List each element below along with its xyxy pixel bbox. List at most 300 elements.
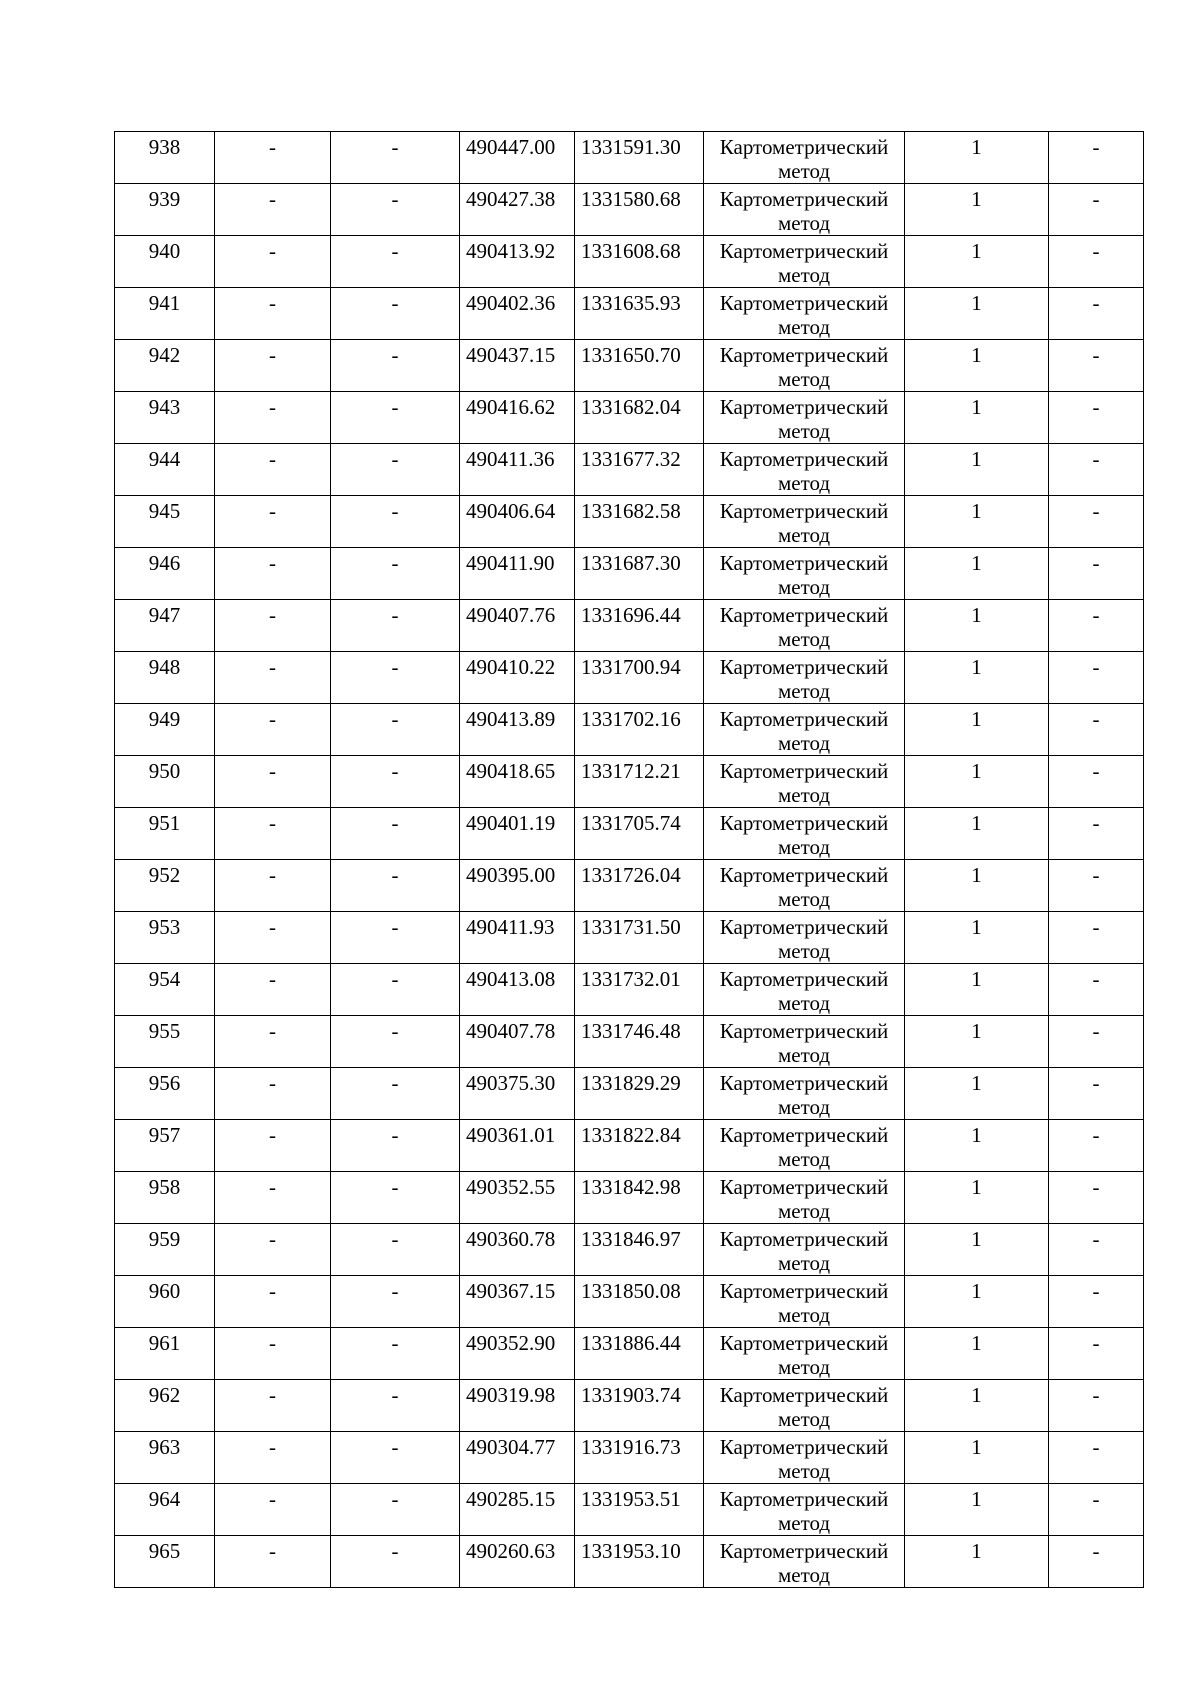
accuracy-cell: 1	[905, 1224, 1049, 1276]
method-line-1: Картометрический	[719, 1279, 889, 1303]
accuracy-cell: 1	[905, 964, 1049, 1016]
dash-cell: -	[215, 860, 331, 912]
dash-cell: -	[331, 1536, 460, 1588]
table-row	[115, 392, 1144, 444]
accuracy-cell: 1	[905, 184, 1049, 236]
dash-cell: -	[1049, 600, 1144, 652]
dash-cell: -	[331, 912, 460, 964]
dash-cell: -	[215, 964, 331, 1016]
dash-cell: -	[1049, 1484, 1144, 1536]
y-coordinate-cell: 1331746.48	[575, 1016, 704, 1068]
x-coordinate-cell: 490375.30	[460, 1068, 575, 1120]
x-coordinate-cell: 490413.92	[460, 236, 575, 288]
dash-cell: -	[331, 236, 460, 288]
table-row	[115, 964, 1144, 1016]
dash-cell: -	[1049, 1276, 1144, 1328]
x-coordinate-cell: 490447.00	[460, 132, 575, 184]
point-number-cell: 962	[115, 1380, 215, 1432]
dash-cell: -	[1049, 444, 1144, 496]
method-line-2: метод	[777, 835, 831, 859]
method-line-1: Картометрический	[719, 967, 889, 991]
method-line-2: метод	[777, 991, 831, 1015]
x-coordinate-cell: 490411.93	[460, 912, 575, 964]
x-coordinate-cell: 490367.15	[460, 1276, 575, 1328]
y-coordinate-cell: 1331700.94	[575, 652, 704, 704]
x-coordinate-cell: 490437.15	[460, 340, 575, 392]
point-number-cell: 951	[115, 808, 215, 860]
dash-cell: -	[215, 1536, 331, 1588]
method-cell	[704, 964, 905, 1016]
dash-cell: -	[331, 652, 460, 704]
accuracy-cell: 1	[905, 600, 1049, 652]
method-cell	[704, 704, 905, 756]
dash-cell: -	[215, 1016, 331, 1068]
method-cell	[704, 1120, 905, 1172]
method-cell	[704, 1484, 905, 1536]
table-row	[115, 1484, 1144, 1536]
method-line-1: Картометрический	[719, 1539, 889, 1563]
table-row	[115, 444, 1144, 496]
table-row	[115, 808, 1144, 860]
method-line-2: метод	[777, 159, 831, 183]
dash-cell: -	[1049, 652, 1144, 704]
dash-cell: -	[331, 860, 460, 912]
x-coordinate-cell: 490360.78	[460, 1224, 575, 1276]
method-line-1: Картометрический	[719, 499, 889, 523]
point-number-cell: 963	[115, 1432, 215, 1484]
y-coordinate-cell: 1331731.50	[575, 912, 704, 964]
method-cell	[704, 808, 905, 860]
x-coordinate-cell: 490407.78	[460, 1016, 575, 1068]
dash-cell: -	[215, 548, 331, 600]
dash-cell: -	[331, 756, 460, 808]
method-line-1: Картометрический	[719, 447, 889, 471]
dash-cell: -	[331, 184, 460, 236]
table-row	[115, 704, 1144, 756]
method-cell	[704, 1172, 905, 1224]
accuracy-cell: 1	[905, 496, 1049, 548]
dash-cell: -	[215, 392, 331, 444]
method-cell	[704, 392, 905, 444]
method-line-2: метод	[777, 1511, 831, 1535]
y-coordinate-cell: 1331842.98	[575, 1172, 704, 1224]
dash-cell: -	[1049, 1536, 1144, 1588]
accuracy-cell: 1	[905, 288, 1049, 340]
accuracy-cell: 1	[905, 1432, 1049, 1484]
accuracy-cell: 1	[905, 132, 1049, 184]
dash-cell: -	[331, 340, 460, 392]
method-cell	[704, 652, 905, 704]
dash-cell: -	[331, 1224, 460, 1276]
point-number-cell: 952	[115, 860, 215, 912]
y-coordinate-cell: 1331682.04	[575, 392, 704, 444]
dash-cell: -	[1049, 1328, 1144, 1380]
method-line-2: метод	[777, 1095, 831, 1119]
table-row	[115, 1120, 1144, 1172]
table-row	[115, 548, 1144, 600]
method-cell	[704, 548, 905, 600]
dash-cell: -	[331, 1328, 460, 1380]
method-cell	[704, 1328, 905, 1380]
point-number-cell: 944	[115, 444, 215, 496]
method-line-1: Картометрический	[719, 551, 889, 575]
point-number-cell: 940	[115, 236, 215, 288]
dash-cell: -	[1049, 964, 1144, 1016]
accuracy-cell: 1	[905, 1380, 1049, 1432]
dash-cell: -	[215, 1120, 331, 1172]
method-line-2: метод	[777, 1303, 831, 1327]
y-coordinate-cell: 1331829.29	[575, 1068, 704, 1120]
method-line-1: Картометрический	[719, 187, 889, 211]
table-row	[115, 288, 1144, 340]
accuracy-cell: 1	[905, 1484, 1049, 1536]
x-coordinate-cell: 490411.36	[460, 444, 575, 496]
dash-cell: -	[215, 340, 331, 392]
method-cell	[704, 132, 905, 184]
method-cell	[704, 288, 905, 340]
method-line-1: Картометрический	[719, 1331, 889, 1355]
dash-cell: -	[1049, 1016, 1144, 1068]
accuracy-cell: 1	[905, 236, 1049, 288]
method-line-1: Картометрический	[719, 1019, 889, 1043]
table-row	[115, 1432, 1144, 1484]
point-number-cell: 953	[115, 912, 215, 964]
method-cell	[704, 756, 905, 808]
dash-cell: -	[215, 1328, 331, 1380]
dash-cell: -	[1049, 1432, 1144, 1484]
dash-cell: -	[215, 756, 331, 808]
table-row	[115, 132, 1144, 184]
point-number-cell: 956	[115, 1068, 215, 1120]
dash-cell: -	[331, 288, 460, 340]
y-coordinate-cell: 1331712.21	[575, 756, 704, 808]
method-line-2: метод	[777, 367, 831, 391]
dash-cell: -	[215, 496, 331, 548]
point-number-cell: 939	[115, 184, 215, 236]
table-row	[115, 1224, 1144, 1276]
y-coordinate-cell: 1331822.84	[575, 1120, 704, 1172]
x-coordinate-cell: 490406.64	[460, 496, 575, 548]
x-coordinate-cell: 490407.76	[460, 600, 575, 652]
method-line-2: метод	[777, 627, 831, 651]
method-line-1: Картометрический	[719, 395, 889, 419]
table-row	[115, 1328, 1144, 1380]
x-coordinate-cell: 490361.01	[460, 1120, 575, 1172]
dash-cell: -	[1049, 184, 1144, 236]
x-coordinate-cell: 490416.62	[460, 392, 575, 444]
dash-cell: -	[331, 1120, 460, 1172]
method-cell	[704, 340, 905, 392]
method-line-1: Картометрический	[719, 603, 889, 627]
method-line-1: Картометрический	[719, 759, 889, 783]
point-number-cell: 961	[115, 1328, 215, 1380]
method-cell	[704, 444, 905, 496]
y-coordinate-cell: 1331650.70	[575, 340, 704, 392]
dash-cell: -	[331, 964, 460, 1016]
method-line-2: метод	[777, 1355, 831, 1379]
method-line-1: Картометрический	[719, 1487, 889, 1511]
method-line-1: Картометрический	[719, 655, 889, 679]
method-line-2: метод	[777, 939, 831, 963]
dash-cell: -	[331, 1432, 460, 1484]
dash-cell: -	[1049, 1224, 1144, 1276]
method-cell	[704, 860, 905, 912]
point-number-cell: 943	[115, 392, 215, 444]
x-coordinate-cell: 490418.65	[460, 756, 575, 808]
method-line-2: метод	[777, 1407, 831, 1431]
method-line-1: Картометрический	[719, 1071, 889, 1095]
table-row	[115, 652, 1144, 704]
dash-cell: -	[215, 652, 331, 704]
dash-cell: -	[1049, 548, 1144, 600]
y-coordinate-cell: 1331953.51	[575, 1484, 704, 1536]
point-number-cell: 965	[115, 1536, 215, 1588]
dash-cell: -	[215, 600, 331, 652]
y-coordinate-cell: 1331608.68	[575, 236, 704, 288]
method-line-2: метод	[777, 1043, 831, 1067]
accuracy-cell: 1	[905, 1172, 1049, 1224]
x-coordinate-cell: 490411.90	[460, 548, 575, 600]
table-row	[115, 1536, 1144, 1588]
y-coordinate-cell: 1331903.74	[575, 1380, 704, 1432]
dash-cell: -	[1049, 1120, 1144, 1172]
accuracy-cell: 1	[905, 1120, 1049, 1172]
table-row	[115, 1172, 1144, 1224]
accuracy-cell: 1	[905, 1328, 1049, 1380]
dash-cell: -	[215, 236, 331, 288]
table-row	[115, 340, 1144, 392]
table-row	[115, 600, 1144, 652]
dash-cell: -	[331, 392, 460, 444]
dash-cell: -	[331, 1016, 460, 1068]
accuracy-cell: 1	[905, 392, 1049, 444]
accuracy-cell: 1	[905, 340, 1049, 392]
method-line-1: Картометрический	[719, 291, 889, 315]
dash-cell: -	[331, 600, 460, 652]
method-cell	[704, 184, 905, 236]
method-line-1: Картометрический	[719, 343, 889, 367]
x-coordinate-cell: 490402.36	[460, 288, 575, 340]
y-coordinate-cell: 1331696.44	[575, 600, 704, 652]
method-line-2: метод	[777, 1563, 831, 1587]
method-line-2: метод	[777, 1199, 831, 1223]
y-coordinate-cell: 1331846.97	[575, 1224, 704, 1276]
method-cell	[704, 1276, 905, 1328]
dash-cell: -	[331, 704, 460, 756]
method-line-2: метод	[777, 263, 831, 287]
method-cell	[704, 236, 905, 288]
y-coordinate-cell: 1331687.30	[575, 548, 704, 600]
point-number-cell: 946	[115, 548, 215, 600]
dash-cell: -	[331, 1068, 460, 1120]
x-coordinate-cell: 490413.89	[460, 704, 575, 756]
y-coordinate-cell: 1331705.74	[575, 808, 704, 860]
method-line-2: метод	[777, 783, 831, 807]
dash-cell: -	[1049, 1068, 1144, 1120]
accuracy-cell: 1	[905, 756, 1049, 808]
method-line-2: метод	[777, 315, 831, 339]
method-cell	[704, 496, 905, 548]
y-coordinate-cell: 1331635.93	[575, 288, 704, 340]
dash-cell: -	[1049, 132, 1144, 184]
table-row	[115, 860, 1144, 912]
accuracy-cell: 1	[905, 912, 1049, 964]
method-cell	[704, 600, 905, 652]
table-row	[115, 496, 1144, 548]
table-row	[115, 236, 1144, 288]
dash-cell: -	[1049, 236, 1144, 288]
dash-cell: -	[1049, 912, 1144, 964]
x-coordinate-cell: 490401.19	[460, 808, 575, 860]
accuracy-cell: 1	[905, 1068, 1049, 1120]
y-coordinate-cell: 1331850.08	[575, 1276, 704, 1328]
point-number-cell: 941	[115, 288, 215, 340]
y-coordinate-cell: 1331732.01	[575, 964, 704, 1016]
x-coordinate-cell: 490395.00	[460, 860, 575, 912]
dash-cell: -	[215, 1172, 331, 1224]
table-row	[115, 184, 1144, 236]
point-number-cell: 955	[115, 1016, 215, 1068]
method-line-2: метод	[777, 523, 831, 547]
method-cell	[704, 912, 905, 964]
method-cell	[704, 1432, 905, 1484]
point-number-cell: 959	[115, 1224, 215, 1276]
point-number-cell: 960	[115, 1276, 215, 1328]
x-coordinate-cell: 490413.08	[460, 964, 575, 1016]
y-coordinate-cell: 1331702.16	[575, 704, 704, 756]
x-coordinate-cell: 490410.22	[460, 652, 575, 704]
accuracy-cell: 1	[905, 444, 1049, 496]
dash-cell: -	[331, 548, 460, 600]
x-coordinate-cell: 490260.63	[460, 1536, 575, 1588]
dash-cell: -	[1049, 704, 1144, 756]
x-coordinate-cell: 490304.77	[460, 1432, 575, 1484]
dash-cell: -	[1049, 860, 1144, 912]
dash-cell: -	[215, 808, 331, 860]
dash-cell: -	[215, 912, 331, 964]
dash-cell: -	[331, 1172, 460, 1224]
dash-cell: -	[215, 444, 331, 496]
accuracy-cell: 1	[905, 1016, 1049, 1068]
point-number-cell: 942	[115, 340, 215, 392]
dash-cell: -	[1049, 340, 1144, 392]
accuracy-cell: 1	[905, 1536, 1049, 1588]
dash-cell: -	[331, 1380, 460, 1432]
method-line-2: метод	[777, 471, 831, 495]
method-line-1: Картометрический	[719, 239, 889, 263]
method-line-1: Картометрический	[719, 915, 889, 939]
method-line-1: Картометрический	[719, 811, 889, 835]
table-row	[115, 1380, 1144, 1432]
method-line-2: метод	[777, 211, 831, 235]
accuracy-cell: 1	[905, 704, 1049, 756]
method-cell	[704, 1536, 905, 1588]
x-coordinate-cell: 490352.55	[460, 1172, 575, 1224]
method-line-2: метод	[777, 1459, 831, 1483]
table-row	[115, 912, 1144, 964]
x-coordinate-cell: 490427.38	[460, 184, 575, 236]
dash-cell: -	[215, 1068, 331, 1120]
x-coordinate-cell: 490352.90	[460, 1328, 575, 1380]
point-number-cell: 950	[115, 756, 215, 808]
dash-cell: -	[331, 808, 460, 860]
method-line-1: Картометрический	[719, 1123, 889, 1147]
dash-cell: -	[1049, 288, 1144, 340]
point-number-cell: 947	[115, 600, 215, 652]
method-line-2: метод	[777, 731, 831, 755]
y-coordinate-cell: 1331677.32	[575, 444, 704, 496]
y-coordinate-cell: 1331580.68	[575, 184, 704, 236]
point-number-cell: 958	[115, 1172, 215, 1224]
dash-cell: -	[331, 1276, 460, 1328]
method-line-1: Картометрический	[719, 1435, 889, 1459]
point-number-cell: 945	[115, 496, 215, 548]
point-number-cell: 949	[115, 704, 215, 756]
dash-cell: -	[331, 132, 460, 184]
dash-cell: -	[1049, 496, 1144, 548]
dash-cell: -	[1049, 1380, 1144, 1432]
method-line-1: Картометрический	[719, 135, 889, 159]
dash-cell: -	[331, 496, 460, 548]
dash-cell: -	[1049, 756, 1144, 808]
method-line-2: метод	[777, 1147, 831, 1171]
accuracy-cell: 1	[905, 860, 1049, 912]
dash-cell: -	[215, 1224, 331, 1276]
dash-cell: -	[215, 1484, 331, 1536]
method-line-1: Картометрический	[719, 863, 889, 887]
table-row	[115, 1276, 1144, 1328]
method-line-2: метод	[777, 679, 831, 703]
y-coordinate-cell: 1331916.73	[575, 1432, 704, 1484]
dash-cell: -	[331, 444, 460, 496]
dash-cell: -	[1049, 1172, 1144, 1224]
table-row	[115, 1016, 1144, 1068]
dash-cell: -	[215, 132, 331, 184]
dash-cell: -	[215, 1276, 331, 1328]
y-coordinate-cell: 1331591.30	[575, 132, 704, 184]
method-line-1: Картометрический	[719, 1227, 889, 1251]
point-number-cell: 964	[115, 1484, 215, 1536]
table-row	[115, 1068, 1144, 1120]
dash-cell: -	[215, 288, 331, 340]
accuracy-cell: 1	[905, 1276, 1049, 1328]
dash-cell: -	[215, 704, 331, 756]
method-cell	[704, 1380, 905, 1432]
method-line-2: метод	[777, 419, 831, 443]
dash-cell: -	[331, 1484, 460, 1536]
y-coordinate-cell: 1331726.04	[575, 860, 704, 912]
dash-cell: -	[1049, 808, 1144, 860]
method-line-2: метод	[777, 575, 831, 599]
point-number-cell: 957	[115, 1120, 215, 1172]
table-body	[115, 132, 1144, 1588]
method-line-1: Картометрический	[719, 707, 889, 731]
accuracy-cell: 1	[905, 808, 1049, 860]
point-number-cell: 948	[115, 652, 215, 704]
accuracy-cell: 1	[905, 548, 1049, 600]
point-number-cell: 938	[115, 132, 215, 184]
dash-cell: -	[215, 184, 331, 236]
dash-cell: -	[215, 1432, 331, 1484]
method-line-2: метод	[777, 1251, 831, 1275]
table-row	[115, 756, 1144, 808]
method-cell	[704, 1224, 905, 1276]
accuracy-cell: 1	[905, 652, 1049, 704]
coordinates-table	[114, 131, 1144, 1588]
y-coordinate-cell: 1331886.44	[575, 1328, 704, 1380]
dash-cell: -	[215, 1380, 331, 1432]
x-coordinate-cell: 490319.98	[460, 1380, 575, 1432]
